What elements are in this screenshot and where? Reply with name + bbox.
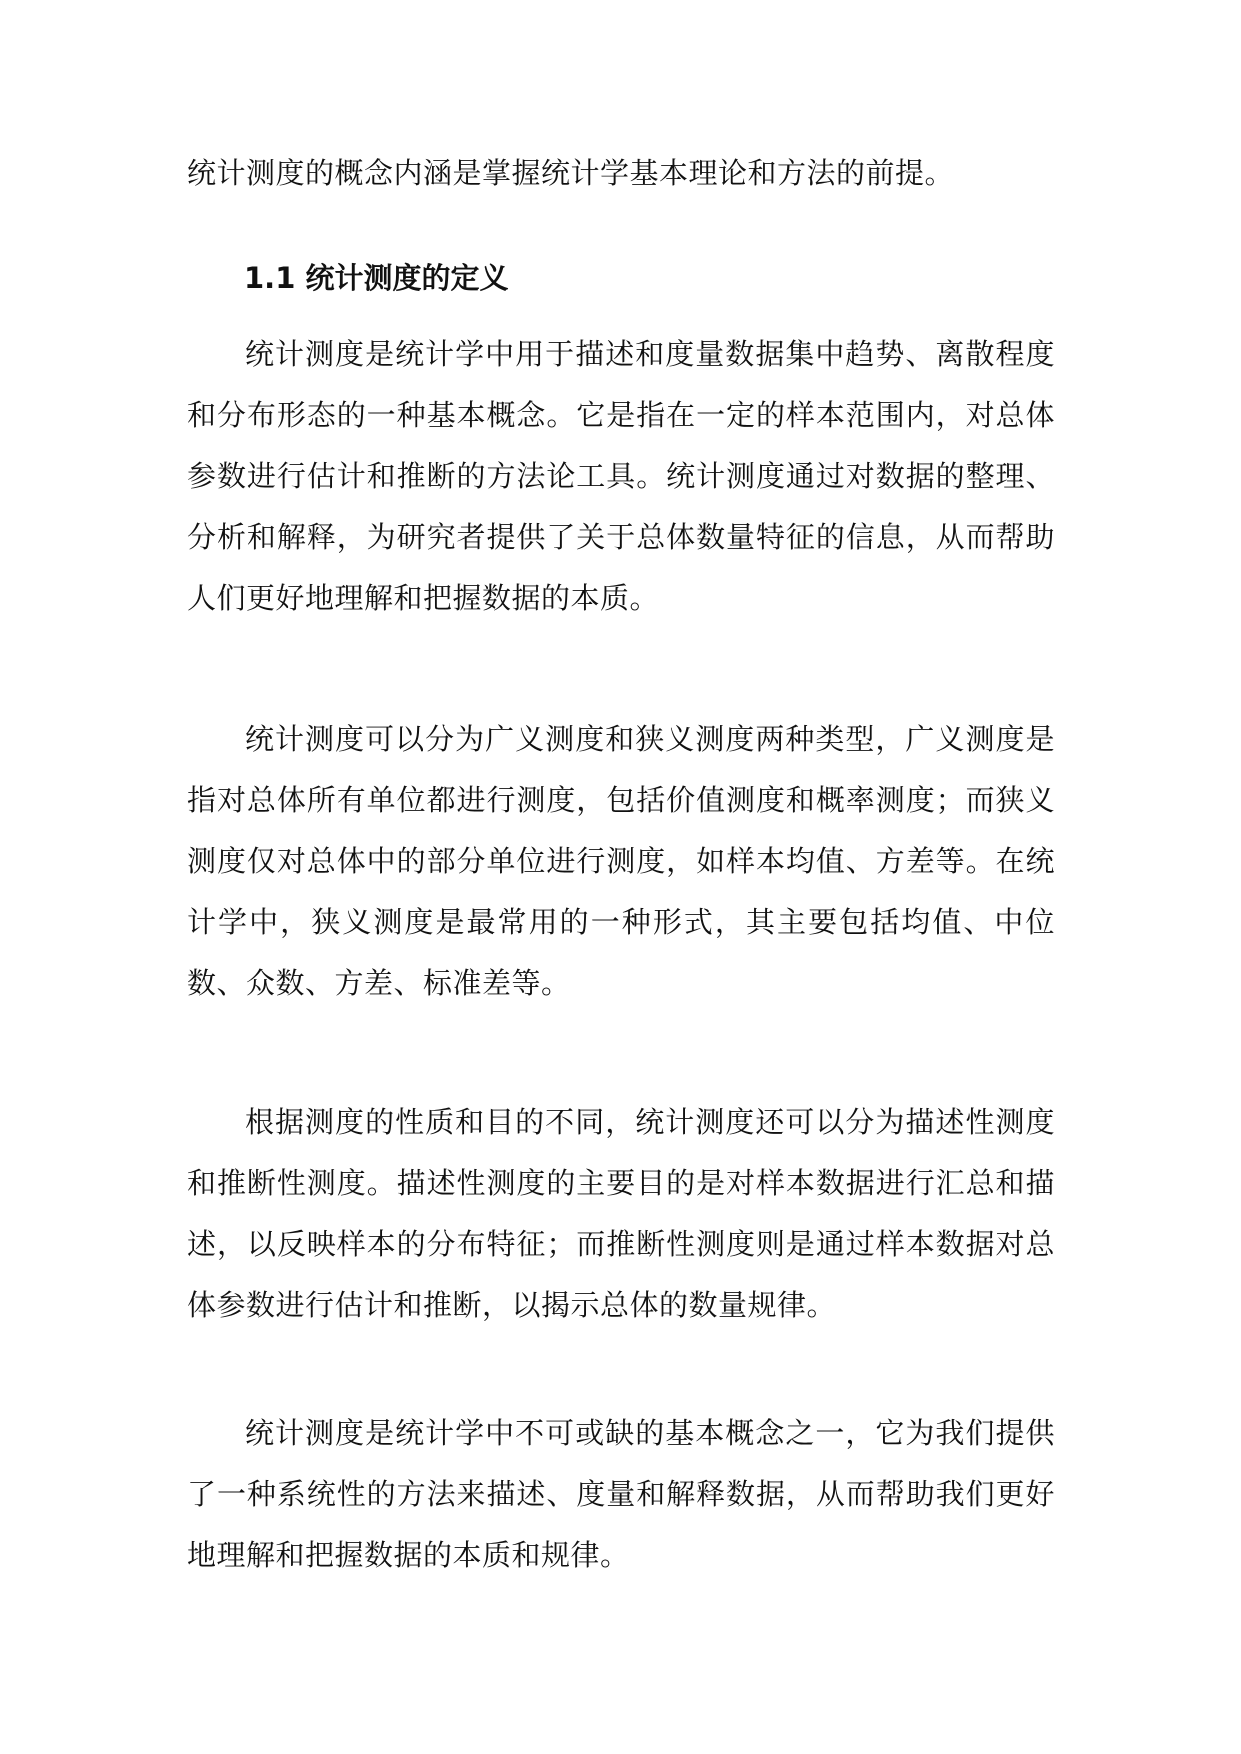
paragraph-purpose: 根据测度的性质和目的不同，统计测度还可以分为描述性测度和推断性测度。描述性测度的主要目的是对样本数据进行汇总和描述，以反映样本的分布特征；而推断性测度则是通过样本数据对总体参数进行估计和推断，以揭示总体的数量规律。	[187, 1105, 1055, 1322]
intro-line: 统计测度的概念内涵是掌握统计学基本理论和方法的前提。	[187, 156, 955, 190]
paragraph-summary: 统计测度是统计学中不可或缺的基本概念之一，它为我们提供了一种系统性的方法来描述、度量和解释数据，从而帮助我们更好地理解和把握数据的本质和规律。	[187, 1416, 1055, 1572]
paragraph-types: 统计测度可以分为广义测度和狭义测度两种类型，广义测度是指对总体所有单位都进行测度，包括价值测度和概率测度；而狭义测度仅对总体中的部分单位进行测度，如样本均值、方差等。在统计学中，狭义测度是最常用的一种形式，其主要包括均值、中位数、众数、方差、标准差等。	[187, 722, 1055, 1000]
paragraph-definition: 统计测度是统计学中用于描述和度量数据集中趋势、离散程度和分布形态的一种基本概念。它是指在一定的样本范围内，对总体参数进行估计和推断的方法论工具。统计测度通过对数据的整理、分析和解释，为研究者提供了关于总体数量特征的信息，从而帮助人们更好地理解和把握数据的本质。	[187, 337, 1055, 615]
section-heading: 1.1 统计测度的定义	[244, 261, 509, 295]
